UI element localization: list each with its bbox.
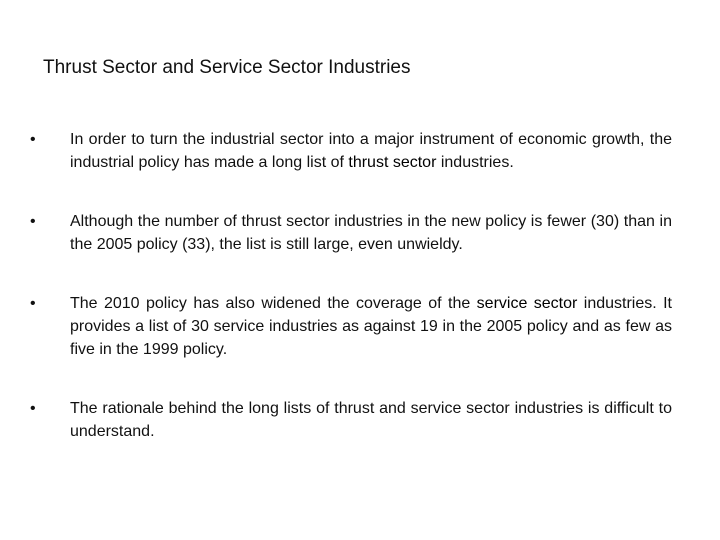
bullet-3-emphasis: service sector bbox=[476, 295, 578, 312]
slide-title: Thrust Sector and Service Sector Industries bbox=[43, 57, 411, 78]
bullet-3-text-after: industries. It provides a list of 30 service industries as against 19 in the 2005 policy and as few as five in the 1999 policy. bbox=[70, 295, 672, 358]
bullet-dot-icon: • bbox=[30, 213, 36, 230]
bullet-1-emphasis: thrust sector bbox=[348, 154, 437, 171]
bullet-2-text: Although the number of thrust sector industries in the new policy is fewer (30) than in the 2005 policy (33), the list is still large, even unwieldy. bbox=[70, 213, 672, 253]
bullet-dot-icon: • bbox=[30, 400, 36, 417]
bullet-dot-icon: • bbox=[30, 131, 36, 148]
bullet-item-3 bbox=[30, 292, 672, 361]
bullet-item-1 bbox=[30, 128, 672, 174]
bullet-item-2 bbox=[30, 210, 672, 256]
bullet-4-text: The rationale behind the long lists of thrust and service sector industries is difficult to understand. bbox=[70, 400, 672, 440]
bullet-3-text-before: The 2010 policy has also widened the coverage of the bbox=[70, 295, 477, 312]
bullet-1-text-after: industries. bbox=[436, 154, 514, 171]
bullet-list bbox=[30, 128, 672, 443]
bullet-item-4 bbox=[30, 397, 672, 443]
bullet-dot-icon: • bbox=[30, 295, 36, 312]
bullet-1-text-before: In order to turn the industrial sector into a major instrument of economic growth, the industrial policy has made a long list of bbox=[70, 131, 672, 171]
